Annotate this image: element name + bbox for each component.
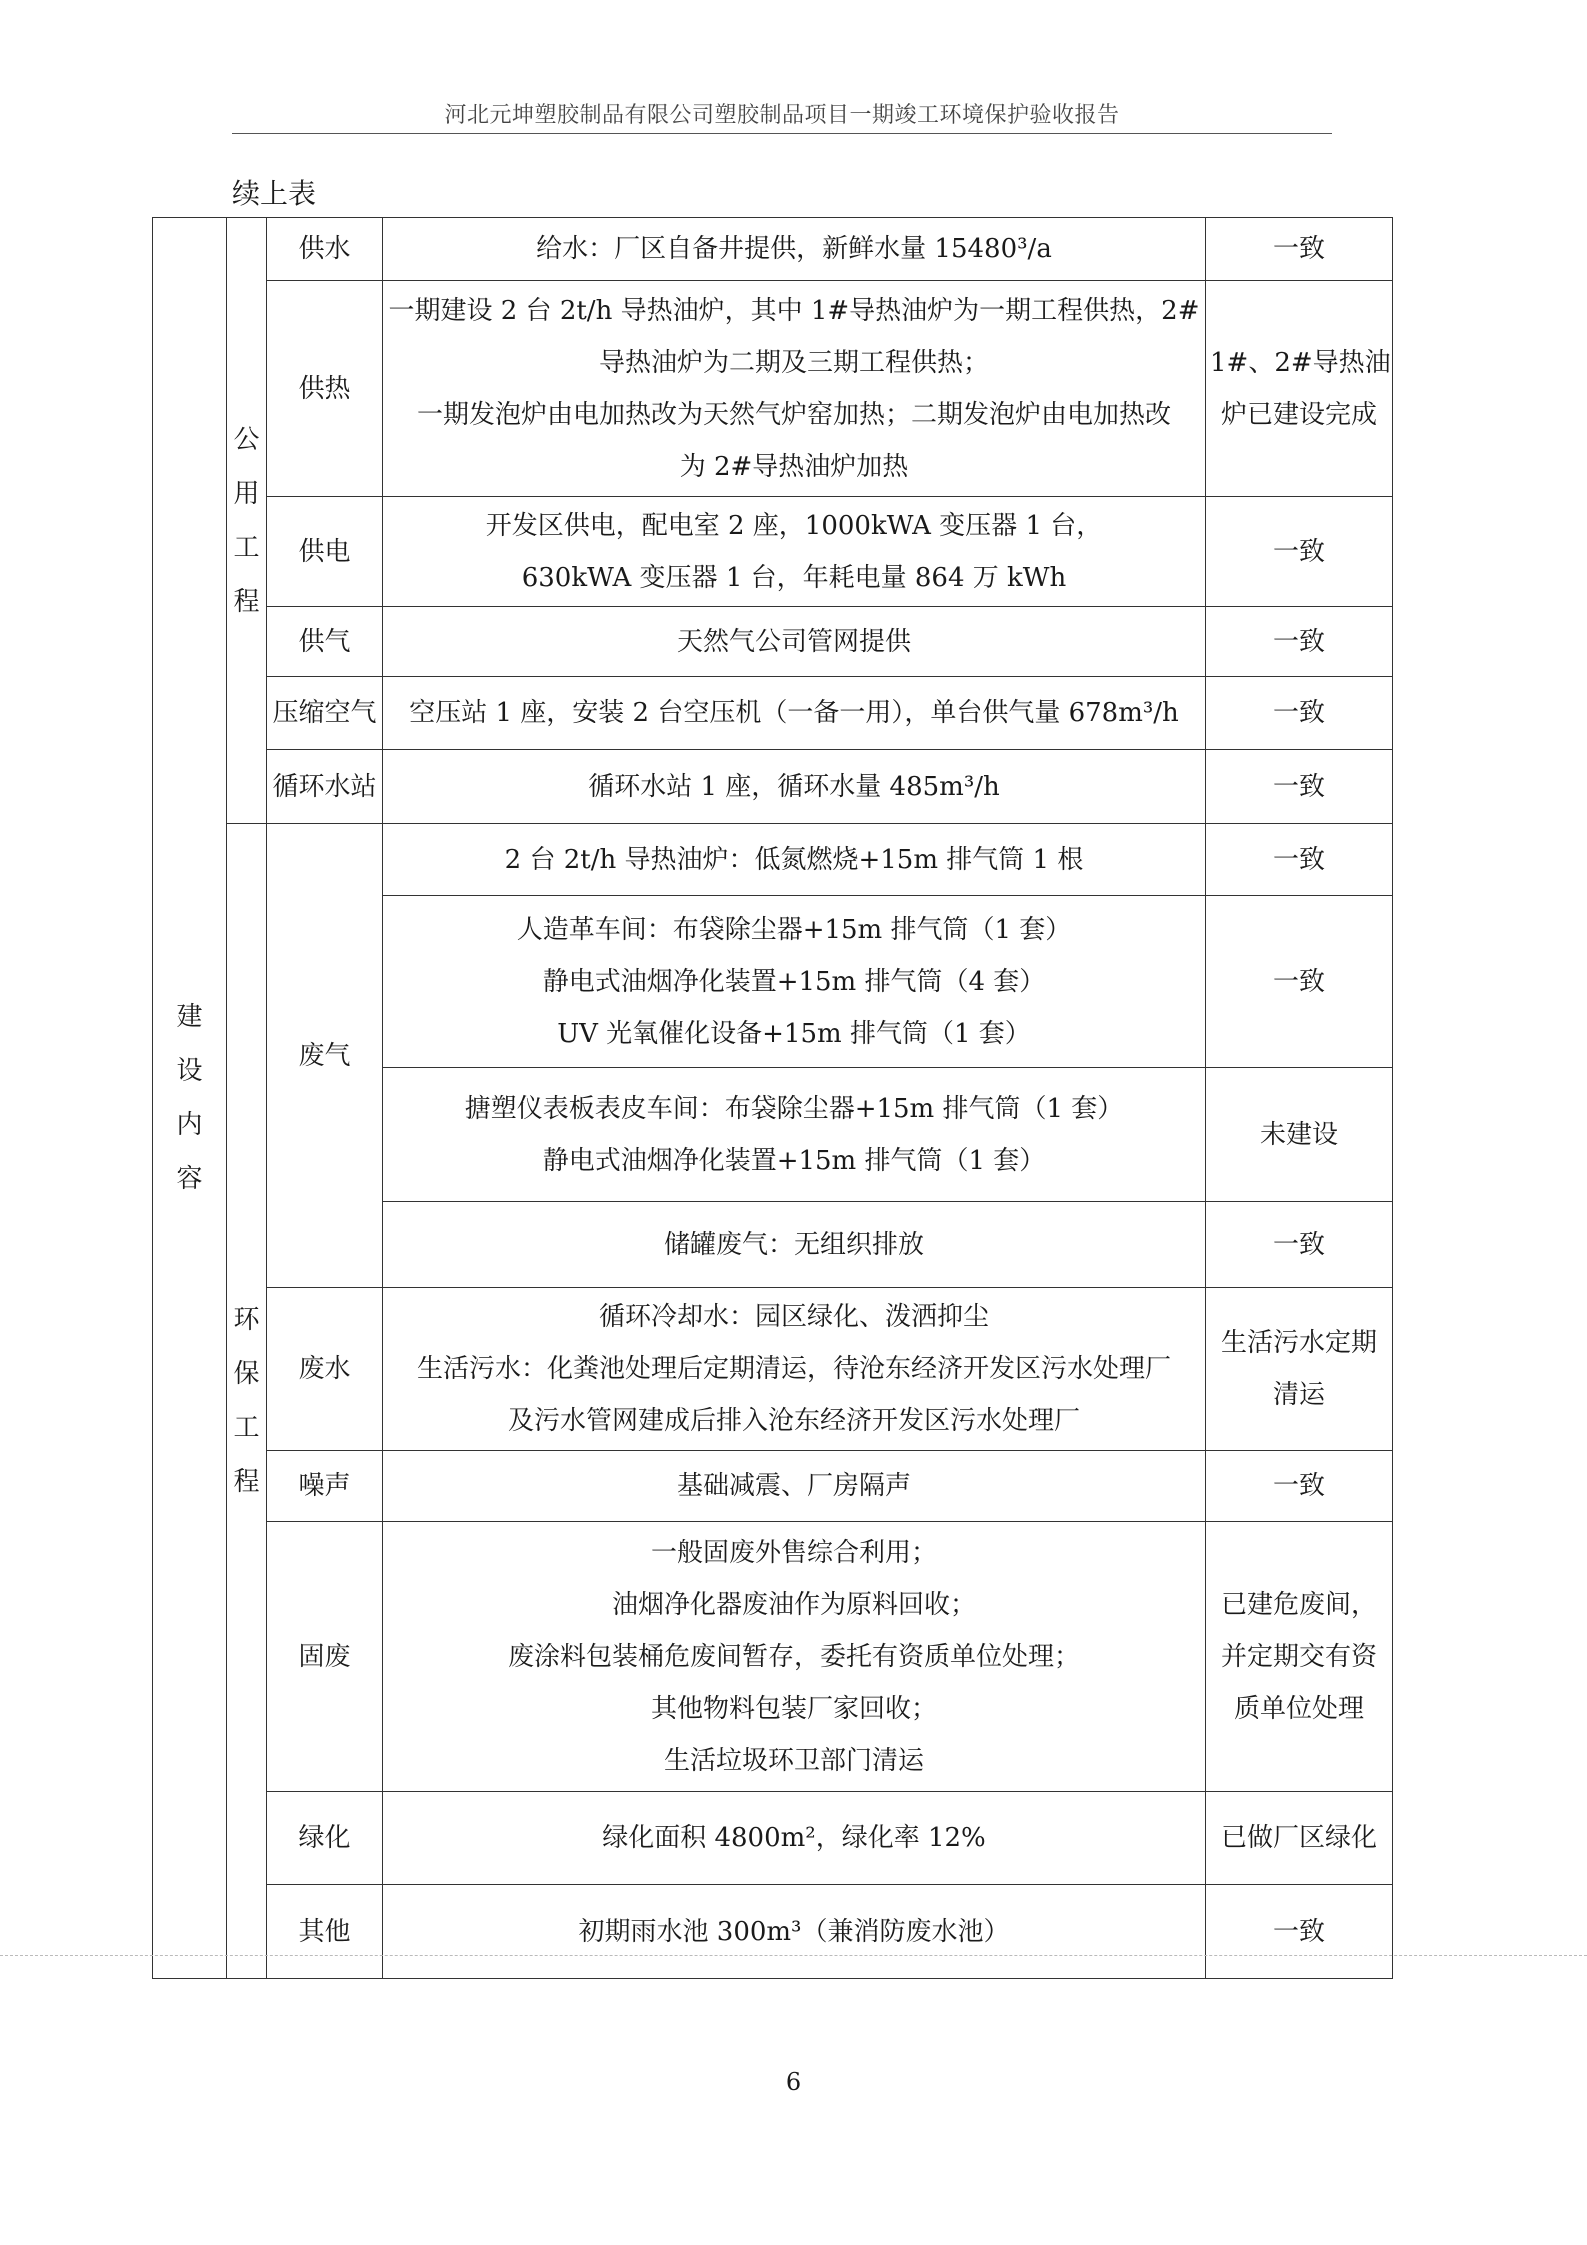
header-rule bbox=[232, 133, 1332, 134]
report-header: 河北元坤塑胶制品有限公司塑胶制品项目一期竣工环境保护验收报告 bbox=[444, 103, 1120, 128]
row-content: 基础减震、厂房隔声 bbox=[383, 1451, 1206, 1522]
row-status: 一致 bbox=[1206, 218, 1393, 281]
row-status: 未建设 bbox=[1206, 1068, 1393, 1202]
row-status: 1#、2#导热油 炉已建设完成 bbox=[1206, 281, 1393, 497]
row-status: 一致 bbox=[1206, 1451, 1393, 1522]
section-label-construction: 建设内容 bbox=[153, 218, 227, 1979]
row-name: 循环水站 bbox=[267, 750, 383, 824]
row-name: 供热 bbox=[267, 281, 383, 497]
row-status: 一致 bbox=[1206, 677, 1393, 750]
row-status: 一致 bbox=[1206, 607, 1393, 677]
scan-artifact-line bbox=[0, 1955, 1587, 1956]
row-status: 一致 bbox=[1206, 896, 1393, 1068]
row-name: 供水 bbox=[267, 218, 383, 281]
row-content: 给水：厂区自备井提供，新鲜水量 15480³/a bbox=[383, 218, 1206, 281]
row-content: 一般固废外售综合利用； 油烟净化器废油作为原料回收； 废涂料包装桶危废间暂存，委托有资质单位处理； 其他物料包装厂家回收； 生活垃圾环卫部门清运 bbox=[383, 1522, 1206, 1792]
row-content: 搪塑仪表板表皮车间：布袋除尘器+15m 排气筒（1 套） 静电式油烟净化装置+15m 排气筒（1 套） bbox=[383, 1068, 1206, 1202]
row-name: 其他 bbox=[267, 1885, 383, 1979]
row-status: 一致 bbox=[1206, 1202, 1393, 1288]
row-name: 供电 bbox=[267, 497, 383, 607]
row-content: 绿化面积 4800m²，绿化率 12% bbox=[383, 1792, 1206, 1885]
construction-table bbox=[152, 217, 1393, 1979]
row-name: 压缩空气 bbox=[267, 677, 383, 750]
row-content: 空压站 1 座，安装 2 台空压机（一备一用），单台供气量 678m³/h bbox=[383, 677, 1206, 750]
row-content: 循环水站 1 座，循环水量 485m³/h bbox=[383, 750, 1206, 824]
row-status: 生活污水定期 清运 bbox=[1206, 1288, 1393, 1451]
row-name: 废水 bbox=[267, 1288, 383, 1451]
table-caption: 续上表 bbox=[232, 177, 317, 210]
row-status: 一致 bbox=[1206, 1885, 1393, 1979]
row-content: 天然气公司管网提供 bbox=[383, 607, 1206, 677]
row-content: 初期雨水池 300m³（兼消防废水池） bbox=[383, 1885, 1206, 1979]
row-status: 一致 bbox=[1206, 497, 1393, 607]
row-name: 废气 bbox=[267, 824, 383, 1288]
section-label-environmental: 环保工程 bbox=[227, 824, 267, 1979]
row-content: 一期建设 2 台 2t/h 导热油炉，其中 1#导热油炉为一期工程供热，2# 导热油炉为二期及三期工程供热； 一期发泡炉由电加热改为天然气炉窑加热；二期发泡炉由电加热改 为 2#导热油炉加热 bbox=[383, 281, 1206, 497]
row-content: 人造革车间：布袋除尘器+15m 排气筒（1 套） 静电式油烟净化装置+15m 排气筒（4 套） UV 光氧催化设备+15m 排气筒（1 套） bbox=[383, 896, 1206, 1068]
row-status: 已做厂区绿化 bbox=[1206, 1792, 1393, 1885]
row-content: 开发区供电，配电室 2 座，1000kWA 变压器 1 台， 630kWA 变压器 1 台，年耗电量 864 万 kWh bbox=[383, 497, 1206, 607]
section-label-public: 公用工程 bbox=[227, 218, 267, 824]
row-status: 一致 bbox=[1206, 824, 1393, 896]
row-status: 一致 bbox=[1206, 750, 1393, 824]
row-content: 储罐废气：无组织排放 bbox=[383, 1202, 1206, 1288]
row-name: 噪声 bbox=[267, 1451, 383, 1522]
page-number: 6 bbox=[785, 2068, 802, 2096]
row-status: 已建危废间， 并定期交有资 质单位处理 bbox=[1206, 1522, 1393, 1792]
row-content: 2 台 2t/h 导热油炉：低氮燃烧+15m 排气筒 1 根 bbox=[383, 824, 1206, 896]
row-name: 固废 bbox=[267, 1522, 383, 1792]
row-content: 循环冷却水：园区绿化、泼洒抑尘 生活污水：化粪池处理后定期清运，待沧东经济开发区污水处理厂 及污水管网建成后排入沧东经济开发区污水处理厂 bbox=[383, 1288, 1206, 1451]
row-name: 供气 bbox=[267, 607, 383, 677]
row-name: 绿化 bbox=[267, 1792, 383, 1885]
